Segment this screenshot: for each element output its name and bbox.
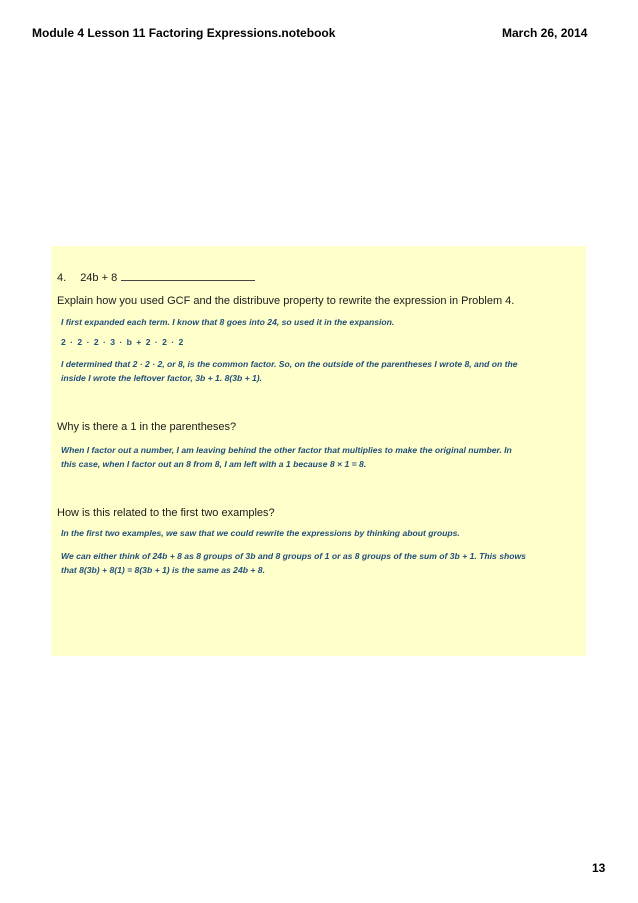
page-number: 13 [592, 861, 606, 875]
answer-related-line-2: We can either think of 24b + 8 as 8 groups of 3b and 8 groups of 1 or as 8 groups of the sum of 3b + 1. This shows [61, 551, 526, 561]
question-why-one: Why is there a 1 in the parentheses? [57, 421, 237, 433]
answer-blank [121, 270, 255, 281]
problem-line [57, 270, 255, 284]
answer-related-line-3: that 8(3b) + 8(1) = 8(3b + 1) is the same as 24b + 8. [61, 565, 265, 575]
notebook-title: Module 4 Lesson 11 Factoring Expressions.notebook [32, 26, 336, 40]
question-gcf: Explain how you used GCF and the distribuve property to rewrite the expression in Problem 4. [57, 295, 515, 307]
answer-why-one-line-2: this case, when I factor out an 8 from 8, I am left with a 1 because 8 × 1 = 8. [61, 459, 367, 469]
answer-gcf-line-4: inside I wrote the leftover factor, 3b + 1. 8(3b + 1). [61, 373, 263, 383]
lesson-card [51, 246, 586, 656]
question-related: How is this related to the first two examples? [57, 507, 275, 519]
answer-gcf-line-1: I first expanded each term. I know that 8 goes into 24, so used it in the expansion. [61, 317, 395, 327]
answer-why-one-line-1: When I factor out a number, I am leaving behind the other factor that multiplies to make the original number. In [61, 445, 512, 455]
problem-expression: 24b + 8 [80, 272, 118, 284]
notebook-date: March 26, 2014 [502, 26, 588, 40]
answer-gcf-expansion: 2 · 2 · 2 · 3 · b + 2 · 2 · 2 [61, 337, 185, 347]
problem-number: 4. [57, 272, 67, 284]
answer-related-line-1: In the first two examples, we saw that we could rewrite the expressions by thinking about groups. [61, 528, 460, 538]
answer-gcf-line-3: I determined that 2 · 2 · 2, or 8, is the common factor. So, on the outside of the parentheses I wrote 8, and on the [61, 359, 518, 369]
